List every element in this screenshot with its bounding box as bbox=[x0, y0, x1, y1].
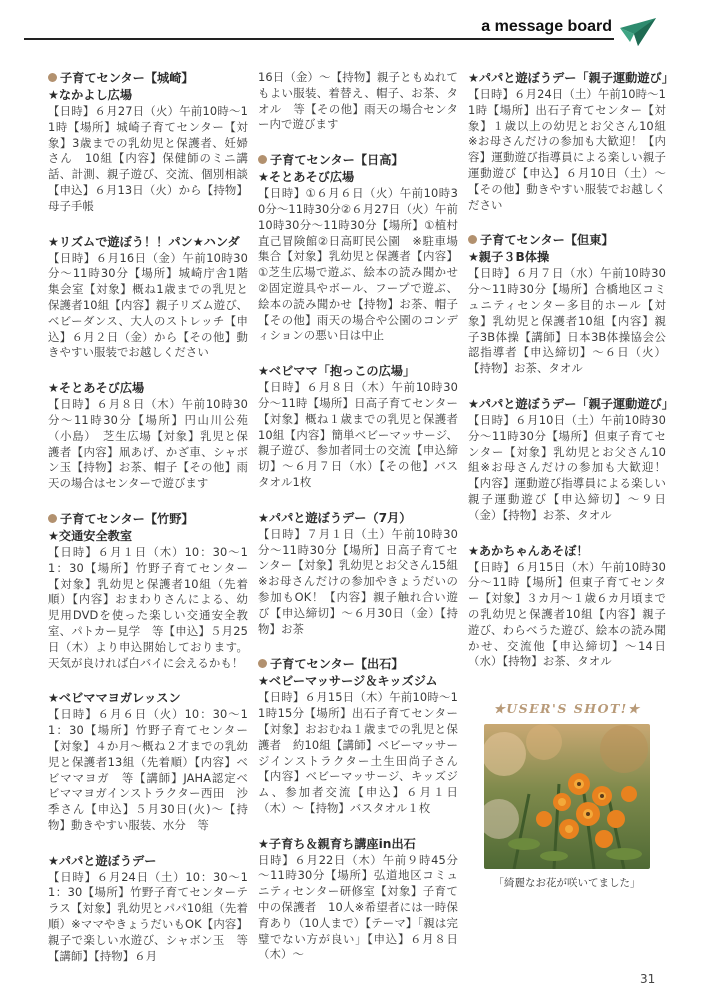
event-title: ★ベビママヨガレッスン bbox=[48, 691, 181, 706]
event-entry bbox=[48, 70, 248, 215]
flower-photo bbox=[484, 724, 650, 869]
event-title: ★親子３B体操 bbox=[468, 250, 550, 265]
center-heading: 子育てセンター【城崎】 bbox=[48, 70, 248, 87]
event-title: ★ベビーマッサージ＆キッズジム bbox=[258, 674, 438, 689]
event-title: ★あかちゃんあそぼ！ bbox=[468, 543, 589, 558]
user-shot-heading: ★USER'S SHOT!★ bbox=[493, 701, 641, 716]
event-entry bbox=[48, 690, 248, 833]
event-details: 【日時】６月15日（木）午前10時～11時15分【場所】出石子育てセンター【対象】おおむね１歳までの乳児と保護者 約10組【講師】ベビーマッサージインストラクター土生田尚子さん【内容】ベビーマッサージ、キッズジム、参加者交流【申込】６月１日（木）～【持物】バスタオル１枚 bbox=[258, 690, 458, 815]
event-details: 【日時】６月６日（火）10：30～11：30【場所】竹野子育てセンター【対象】４か月～概ね２才までの乳幼児と保護者13組（先着順）【内容】ベビママヨガ 等【講師】JAHA認定ベビママヨガインストラクター西田 沙季さん【申込】５月30日(火)～【持物】動きやすい服装、水分 等 bbox=[48, 707, 248, 832]
event-entry bbox=[48, 380, 248, 492]
event-details: 【日時】７月１日（土）午前10時30分～11時30分【場所】日高子育てセンター【対象】乳幼児とお父さん15組※お母さんだけの参加やきょうだいの参加もOK！【内容】親子触れ合い遊び【申込締切】～６月30日（金）【持物】お茶 bbox=[258, 526, 458, 636]
event-entry bbox=[468, 232, 666, 377]
event-details: 【日時】６月27日（火）午前10時～11時【場所】城崎子育てセンター【対象】3歳までの乳幼児と保護者、妊婦さん 10組【内容】保健師のミニ講話、計測、親子遊び、交流、個別相談【申込】６月13日（火）から【持物】母子手帳 bbox=[48, 104, 248, 213]
user-shot-section bbox=[468, 700, 666, 890]
event-title: ★パパと遊ぼうデー（7月） bbox=[258, 510, 412, 525]
section-title: a message board bbox=[481, 18, 612, 35]
center-heading: 子育てセンター【出石】 bbox=[258, 656, 458, 673]
center-heading: 子育てセンター【日高】 bbox=[258, 152, 458, 169]
event-details: 【日時】６月24日（土）午前10時～11時【場所】出石子育てセンター【対象】１歳以上の幼児とお父さん10組 ※お母さんだけの参加も大歓迎！【内容】運動遊び指導員による楽しい親子運動遊び【申込】６月10日（土）～【その他】動きやすい服装でお越しください bbox=[468, 87, 678, 212]
event-details: 【日時】６月24日（土）10：30～11：30【場所】竹野子育てセンターテラス【対象】乳幼児とパパ10組（先着順）※ママやきょうだいもOK【内容】親子で楽しい水遊び、シャボン玉 等【講師】【持物】６月 bbox=[48, 869, 248, 963]
center-heading: 子育てセンター【但東】 bbox=[468, 232, 666, 249]
event-entry-continued bbox=[258, 70, 458, 133]
bullet-dot-icon bbox=[468, 235, 477, 244]
event-entry bbox=[258, 656, 458, 816]
flower-photo-image bbox=[484, 724, 650, 869]
photo-caption: 「綺麗なお花が咲いてました」 bbox=[493, 877, 641, 889]
event-details: 16日（金）～【持物】親子ともぬれてもよい服装、着替え、帽子、お茶、タオル 等【その他】雨天の場合センター内で遊びます bbox=[258, 70, 458, 132]
event-entry bbox=[258, 363, 458, 491]
event-title: ★パパと遊ぼうデー「親子運動遊び」 bbox=[468, 71, 674, 85]
event-entry bbox=[468, 396, 674, 524]
event-entry bbox=[258, 510, 458, 638]
event-title: ★パパと遊ぼうデー bbox=[48, 853, 157, 868]
event-title: ★なかよし広場 bbox=[48, 88, 133, 102]
bullet-dot-icon bbox=[258, 659, 267, 668]
event-details: 【日時】①６月６日（火）午前10時30分～11時30分②６月27日（火）午前10時30分～11時30分【場所】①植村直己冒険館②日高町民公園 ※駐車場集合【対象】乳幼児と保護者【内容】①芝生広場で遊ぶ、絵本の読み聞かせ②固定遊具やボール、フープで遊ぶ、絵本の読み聞かせ【持物】お茶、帽子【その他】雨天の場合や公園のコンディションの悪い日は中止 bbox=[258, 186, 458, 343]
event-title: ★そとあそび広場 bbox=[48, 381, 145, 396]
event-details: 【日時】６月１日（木）10：30～11：30【場所】竹野子育てセンター【対象】乳幼児と保護者10組（先着順）【内容】おまわりさんによる、幼児用DVDを使った楽しい交通安全教室、パトカー見学 等【申込】５月25日（木）より申込開始しております。天気が良ければ白バイに会えるかも！ bbox=[48, 544, 248, 670]
event-details: 【日時】６月15日（木）午前10時30分～11時【場所】但東子育てセンター【対象】３カ月～１歳６カ月頃までの乳幼児と保護者10組【内容】親子遊び、わらべうた遊び、絵本の読み聞かせ、交流他【申込締切】～14日（水）【持物】お茶、タオル bbox=[468, 559, 666, 669]
event-entry bbox=[468, 543, 666, 671]
event-entry bbox=[258, 152, 458, 344]
event-details: 【日時】６月８日（木）午前10時30分～11時30分【場所】円山川公苑（小島） 芝生広場【対象】乳児と保護者【内容】凧あげ、かざ車、シャボン玉【持物】お茶、帽子【その他】雨天の場合はセンターで遊びます bbox=[48, 397, 248, 491]
bullet-dot-icon bbox=[258, 155, 267, 164]
event-details: 【日時】６月16日（金）午前10時30分～11時30分【場所】城崎庁舎1階 集会室【対象】概ね1歳までの乳児と保護者10組【内容】親子リズム遊び、ベビーダンス、大人のストレッチ【申込】６月２日（金）から【その他】動きやすい服装でお越しください bbox=[48, 250, 260, 360]
page-number: 31 bbox=[640, 972, 656, 986]
event-title: ★パパと遊ぼうデー「親子運動遊び」 bbox=[468, 396, 674, 411]
event-title: ★ベビママ「抱っこの広場」 bbox=[258, 364, 416, 379]
event-entry bbox=[48, 234, 260, 362]
header-rule bbox=[24, 38, 614, 40]
event-title: ★そとあそび広場 bbox=[258, 170, 355, 185]
event-title: ★交通安全教室 bbox=[48, 528, 133, 543]
event-title: ★子育ち＆親育ち講座in出石 bbox=[258, 836, 416, 851]
event-entry bbox=[468, 70, 678, 213]
event-entry bbox=[48, 853, 248, 965]
column-3 bbox=[468, 70, 678, 689]
center-heading: 子育てセンター【竹野】 bbox=[48, 511, 248, 528]
event-details: 【日時】６月７日（水）午前10時30分～11時30分【場所】合橋地区コミュニティセンター多目的ホール【対象】乳幼児と保護者10組【内容】親子3B体操【講師】日本3B体操協会公認指導者【申込締切】～６日（火）【持物】お茶、タオル bbox=[468, 266, 666, 376]
event-entry bbox=[48, 511, 248, 671]
event-title: ★リズムで遊ぼう！！パン★ハンダ bbox=[48, 234, 240, 249]
column-1 bbox=[48, 70, 260, 983]
event-details: 【日時】６月10日（土）午前10時30分～11時30分【場所】但東子育てセンター【対象】乳幼児とお父さん10組※お母さんだけの参加も大歓迎！【内容】運動遊び指導員による楽しい親子運動遊び【申込締切】～９日（金）【持物】お茶、タオル bbox=[468, 412, 666, 522]
paper-plane-icon bbox=[618, 16, 658, 48]
bullet-dot-icon bbox=[48, 514, 57, 523]
event-details: 【日時】６月８日（木）午前10時30分～11時【場所】日高子育てセンター【対象】概ね１歳までの乳児と保護者10組【内容】簡単ベビーマッサージ、親子遊び、参加者同士の交流【申込締切】～６月７日（水）【その他】バスタオル1枚 bbox=[258, 380, 458, 489]
event-details: 日時】６月22日（木）午前９時45分～11時30分【場所】弘道地区コミュニティセンター研修室【対象】子育て中の保護者 10人※希望者には一時保育あり（10人まで）【テーマ】「親は完璧でない方が良い」【申込】６月８日（木）～ bbox=[258, 852, 458, 962]
event-entry bbox=[258, 836, 458, 964]
bullet-dot-icon bbox=[48, 73, 57, 82]
column-2 bbox=[258, 70, 458, 982]
